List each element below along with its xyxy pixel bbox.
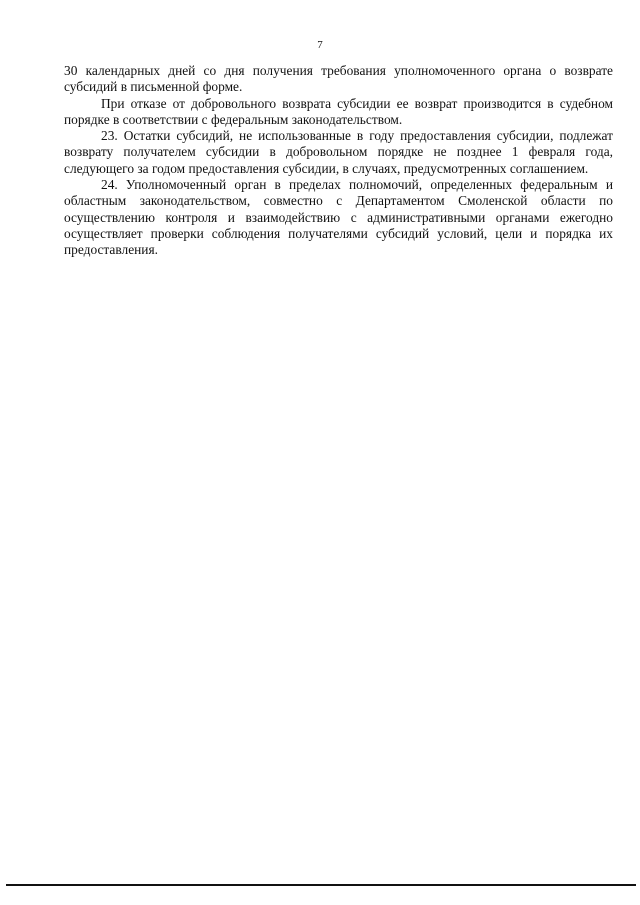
paragraph-refusal: При отказе от добровольного возврата субсидии ее возврат производится в судебном порядке в соответствии с федеральным законодательством. bbox=[64, 95, 613, 127]
document-body bbox=[64, 63, 613, 259]
paragraph-clause-23: 23. Остатки субсидий, не использованные в году предоставления субсидии, подлежат возврату получателем субсидии в добровольном порядке не позднее 1 февраля года, следующего за годом предоставления субсидии, в случаях, предусмотренных соглашением. bbox=[64, 128, 613, 176]
paragraph-clause-24: 24. Уполномоченный орган в пределах полномочий, определенных федеральным и областным законодательством, совместно с Департаментом Смоленской области по осуществлению контроля и взаимодействию с административными органами ежегодно осуществляет проверки соблюдения получателями субсидий условий, цели и порядка их предоставления. bbox=[64, 177, 613, 258]
page-number: 7 bbox=[317, 39, 323, 51]
paragraph-continuation: 30 календарных дней со дня получения требования уполномоченного органа о возврате субсидий в письменной форме. bbox=[64, 63, 613, 95]
bottom-rule bbox=[6, 884, 636, 886]
